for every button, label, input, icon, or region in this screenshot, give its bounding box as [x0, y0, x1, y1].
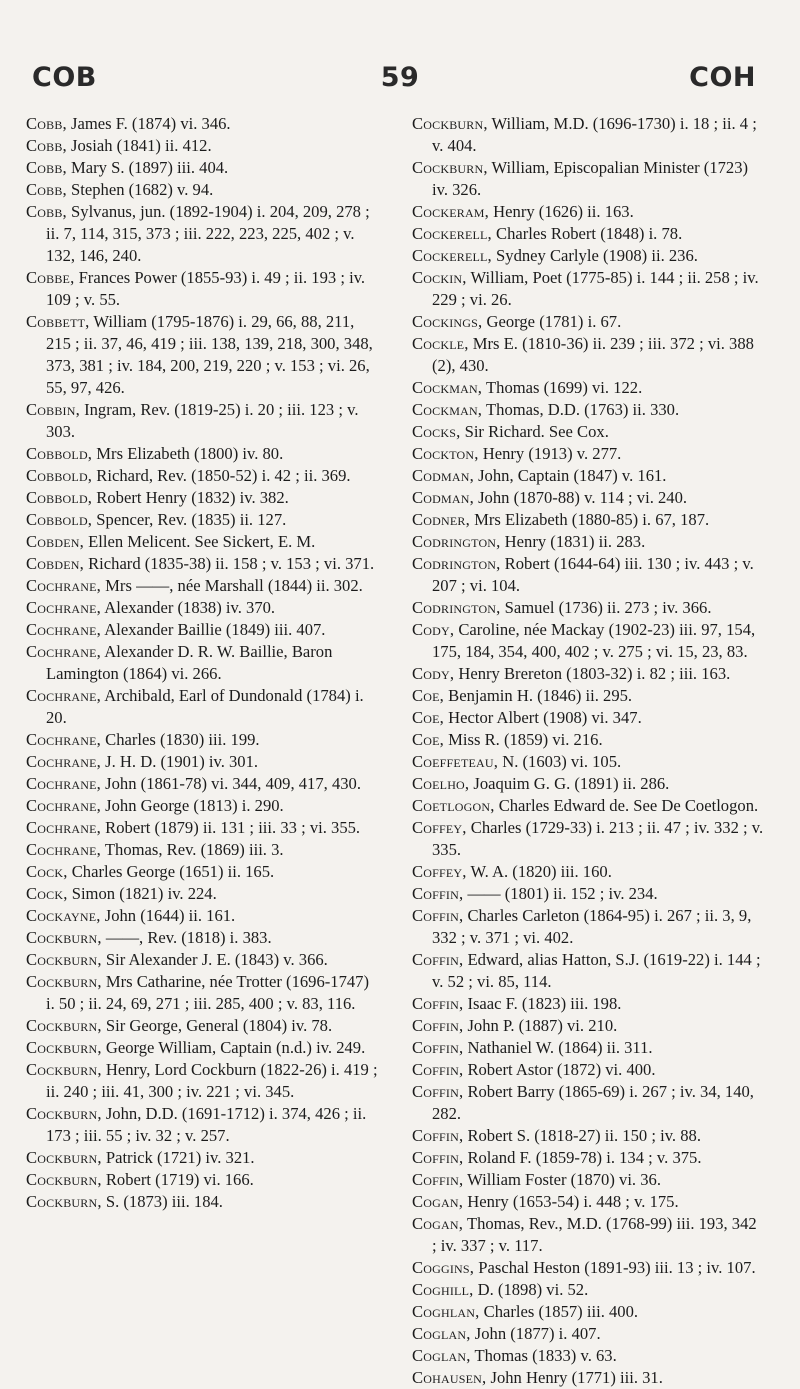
entry-surname: Cockman, [412, 400, 483, 419]
index-entry [412, 465, 764, 487]
entry-details: John P. (1887) vi. 210. [463, 1016, 618, 1035]
index-entry [26, 1015, 378, 1037]
entry-surname: Coffin, [412, 950, 464, 969]
entry-details: Charles Edward de. See De Coetlogon. [494, 796, 759, 815]
index-entry [412, 1279, 764, 1301]
entry-surname: Cobden, [26, 554, 84, 573]
entry-details: Richard (1835-38) ii. 158 ; v. 153 ; vi. 371. [83, 554, 375, 573]
index-entry [26, 817, 378, 839]
index-entry [26, 399, 378, 443]
entry-details: Mrs Elizabeth (1880-85) i. 67, 187. [469, 510, 710, 529]
entry-surname: Cochrane, [26, 576, 102, 595]
index-entry [412, 949, 764, 993]
index-entry [412, 861, 764, 883]
entry-details: Alexander D. R. W. Baillie, Baron Lamington (1864) vi. 266. [46, 642, 333, 683]
entry-details: Charles Carleton (1864-95) i. 267 ; ii. 3, 9, 332 ; v. 371 ; vi. 402. [432, 906, 752, 947]
index-entry [412, 1367, 764, 1389]
entry-surname: Cobbold, [26, 488, 93, 507]
index-entry [412, 509, 764, 531]
entry-details: William (1795-1876) i. 29, 66, 88, 211, 215 ; ii. 37, 46, 419 ; iii. 138, 139, 218, 300, 348, 373, 381 ; iv. 184, 200, 219, 220 ; v. 153 ; vi. 26, 55, 97, 426. [46, 312, 373, 397]
index-entry [412, 113, 764, 157]
entry-details: George (1781) i. 67. [482, 312, 622, 331]
index-entry [412, 685, 764, 707]
entry-surname: Coglan, [412, 1324, 471, 1343]
entry-surname: Coffin, [412, 884, 464, 903]
entry-details: Benjamin H. (1846) ii. 295. [444, 686, 633, 705]
entry-details: Stephen (1682) v. 94. [66, 180, 214, 199]
entry-details: Roland F. (1859-78) i. 134 ; v. 375. [463, 1148, 702, 1167]
entry-surname: Cogan, [412, 1214, 464, 1233]
entry-surname: Coffin, [412, 1148, 464, 1167]
entry-surname: Cockton, [412, 444, 479, 463]
entry-surname: Coffin, [412, 1082, 464, 1101]
entry-surname: Cockburn, [26, 950, 102, 969]
entry-surname: Cobbett, [26, 312, 90, 331]
entry-details: Robert (1644-64) iii. 130 ; iv. 443 ; v. 207 ; vi. 104. [432, 554, 754, 595]
index-column-left [26, 113, 378, 1213]
entry-details: Archibald, Earl of Dundonald (1784) i. 20. [46, 686, 364, 727]
entry-details: Miss R. (1859) vi. 216. [444, 730, 603, 749]
index-entry [26, 1191, 378, 1213]
entry-details: Paschal Heston (1891-93) iii. 13 ; iv. 107. [474, 1258, 756, 1277]
entry-details: Henry, Lord Cockburn (1822-26) i. 419 ; ii. 240 ; iii. 41, 300 ; iv. 221 ; vi. 345. [46, 1060, 378, 1101]
entry-surname: Cochrane, [26, 686, 102, 705]
index-entry [412, 443, 764, 465]
index-entry [26, 531, 378, 553]
index-entry [26, 685, 378, 729]
index-entry [26, 949, 378, 971]
entry-details: Robert Astor (1872) vi. 400. [463, 1060, 656, 1079]
index-entry [26, 729, 378, 751]
entry-details: Caroline, née Mackay (1902-23) iii. 97, 154, 175, 184, 354, 400, 402 ; v. 275 ; vi. 15, 23, 83. [432, 620, 756, 661]
entry-surname: Cobb, [26, 158, 67, 177]
entry-details: Henry (1653-54) i. 448 ; v. 175. [463, 1192, 679, 1211]
entry-surname: Cockeram, [412, 202, 490, 221]
entry-surname: Coelho, [412, 774, 470, 793]
entry-surname: Cockburn, [26, 1104, 102, 1123]
index-entry [412, 905, 764, 949]
entry-details: James F. (1874) vi. 346. [66, 114, 231, 133]
index-entry [412, 1081, 764, 1125]
entry-surname: Cochrane, [26, 796, 102, 815]
index-entry [26, 883, 378, 905]
entry-surname: Cochrane, [26, 752, 102, 771]
index-entry [412, 1059, 764, 1081]
entry-surname: Codrington, [412, 598, 501, 617]
entry-surname: Coffin, [412, 1016, 464, 1035]
index-entry [26, 553, 378, 575]
entry-details: William, Poet (1775-85) i. 144 ; ii. 258 ; iv. 229 ; vi. 26. [432, 268, 759, 309]
entry-details: John (1870-88) v. 114 ; vi. 240. [473, 488, 688, 507]
index-entry [26, 795, 378, 817]
entry-details: Ingram, Rev. (1819-25) i. 20 ; iii. 123 ; v. 303. [46, 400, 359, 441]
index-entry [26, 113, 378, 135]
index-entry [26, 509, 378, 531]
entry-details: Henry Brereton (1803-32) i. 82 ; iii. 163. [454, 664, 731, 683]
index-entry [412, 993, 764, 1015]
entry-details: Joaquim G. G. (1891) ii. 286. [469, 774, 670, 793]
entry-surname: Codrington, [412, 554, 501, 573]
index-entry [26, 201, 378, 267]
entry-surname: Cobden, [26, 532, 84, 551]
entry-details: Ellen Melicent. See Sickert, E. M. [83, 532, 316, 551]
index-column-right [412, 113, 764, 1389]
index-entry [26, 157, 378, 179]
entry-surname: Cobbin, [26, 400, 80, 419]
entry-details: Hector Albert (1908) vi. 347. [444, 708, 642, 727]
entry-details: Sylvanus, jun. (1892-1904) i. 204, 209, 278 ; ii. 7, 114, 315, 373 ; iii. 222, 223, 225, 402 ; v. 132, 146, 240. [46, 202, 370, 265]
index-entry [26, 487, 378, 509]
entry-details: Thomas (1699) vi. 122. [482, 378, 643, 397]
entry-surname: Cockburn, [26, 928, 102, 947]
index-entry [412, 1125, 764, 1147]
entry-details: Simon (1821) iv. 224. [67, 884, 217, 903]
index-entry [26, 1147, 378, 1169]
index-entry [412, 487, 764, 509]
index-entry [412, 1147, 764, 1169]
entry-surname: Cockburn, [412, 114, 488, 133]
entry-details: —— (1801) ii. 152 ; iv. 234. [463, 884, 658, 903]
entry-surname: Cockerell, [412, 224, 492, 243]
index-entry [412, 1213, 764, 1257]
entry-surname: Cohausen, [412, 1368, 487, 1387]
index-entry [26, 443, 378, 465]
entry-details: John, D.D. (1691-1712) i. 374, 426 ; ii. 173 ; iii. 55 ; iv. 32 ; v. 257. [46, 1104, 367, 1145]
index-entry [412, 377, 764, 399]
entry-details: William Foster (1870) vi. 36. [463, 1170, 661, 1189]
entry-details: Mary S. (1897) iii. 404. [66, 158, 229, 177]
entry-details: Mrs E. (1810-36) ii. 239 ; iii. 372 ; vi. 388 (2), 430. [432, 334, 754, 375]
index-entry [26, 1103, 378, 1147]
index-entry [412, 531, 764, 553]
entry-surname: Cockburn, [26, 1060, 102, 1079]
entry-details: Spencer, Rev. (1835) ii. 127. [92, 510, 287, 529]
index-entry [412, 1169, 764, 1191]
index-entry [412, 883, 764, 905]
entry-surname: Coe, [412, 686, 445, 705]
entry-details: William, Episcopalian Minister (1723) iv. 326. [432, 158, 749, 199]
entry-surname: Cockburn, [26, 972, 102, 991]
entry-surname: Cock, [26, 862, 68, 881]
entry-details: John George (1813) i. 290. [101, 796, 284, 815]
entry-details: Thomas, Rev., M.D. (1768-99) iii. 193, 342 ; iv. 337 ; v. 117. [432, 1214, 757, 1255]
entry-details: Josiah (1841) ii. 412. [66, 136, 212, 155]
index-entry [412, 553, 764, 597]
entry-surname: Cockburn, [26, 1038, 102, 1057]
entry-surname: Cockburn, [26, 1170, 102, 1189]
entry-surname: Cody, [412, 620, 455, 639]
index-entry [26, 135, 378, 157]
entry-details: N. (1603) vi. 105. [498, 752, 622, 771]
entry-surname: Cochrane, [26, 774, 102, 793]
entry-details: Sir George, General (1804) iv. 78. [101, 1016, 333, 1035]
entry-surname: Coe, [412, 708, 445, 727]
index-entry [412, 663, 764, 685]
index-entry [26, 1037, 378, 1059]
entry-details: Edward, alias Hatton, S.J. (1619-22) i. 144 ; v. 52 ; vi. 85, 114. [432, 950, 761, 991]
entry-surname: Coghill, [412, 1280, 474, 1299]
entry-surname: Coetlogon, [412, 796, 495, 815]
index-entry [412, 1345, 764, 1367]
index-entry [26, 1059, 378, 1103]
entry-details: Alexander (1838) iv. 370. [101, 598, 276, 617]
index-entry [412, 421, 764, 443]
entry-surname: Coffin, [412, 1038, 464, 1057]
entry-details: Alexander Baillie (1849) iii. 407. [101, 620, 326, 639]
entry-surname: Coffin, [412, 1060, 464, 1079]
entry-details: Thomas (1833) v. 63. [470, 1346, 617, 1365]
entry-surname: Cochrane, [26, 730, 102, 749]
entry-details: George William, Captain (n.d.) iv. 249. [101, 1038, 366, 1057]
page-number: 59 [380, 62, 420, 93]
entry-details: J. H. D. (1901) iv. 301. [101, 752, 259, 771]
index-entry [412, 201, 764, 223]
entry-details: Henry (1831) ii. 283. [500, 532, 646, 551]
index-entry [26, 927, 378, 949]
entry-details: Charles George (1651) ii. 165. [67, 862, 275, 881]
index-entry [26, 971, 378, 1015]
running-head-right: COH [689, 62, 756, 93]
index-entry [412, 773, 764, 795]
entry-surname: Coeffeteau, [412, 752, 499, 771]
entry-surname: Cockayne, [26, 906, 101, 925]
index-entry [412, 751, 764, 773]
entry-details: Robert Barry (1865-69) i. 267 ; iv. 34, 140, 282. [432, 1082, 754, 1123]
index-entry [412, 267, 764, 311]
index-entry [412, 399, 764, 421]
index-entry [26, 905, 378, 927]
entry-surname: Coffey, [412, 862, 467, 881]
entry-details: D. (1898) vi. 52. [473, 1280, 589, 1299]
entry-details: Mrs Catharine, née Trotter (1696-1747) i. 50 ; ii. 24, 69, 271 ; iii. 285, 400 ; v. 83, 116. [46, 972, 370, 1013]
entry-details: Sir Alexander J. E. (1843) v. 366. [101, 950, 328, 969]
entry-surname: Cockerell, [412, 246, 492, 265]
entry-surname: Codman, [412, 466, 474, 485]
entry-surname: Cocks, [412, 422, 461, 441]
entry-details: Thomas, Rev. (1869) iii. 3. [101, 840, 284, 859]
entry-details: Henry (1913) v. 277. [478, 444, 622, 463]
entry-details: Sydney Carlyle (1908) ii. 236. [491, 246, 698, 265]
entry-surname: Cochrane, [26, 642, 102, 661]
entry-details: Nathaniel W. (1864) ii. 311. [463, 1038, 653, 1057]
index-entry [26, 641, 378, 685]
entry-surname: Coffin, [412, 906, 464, 925]
index-entry [26, 751, 378, 773]
entry-surname: Coe, [412, 730, 445, 749]
entry-surname: Cockburn, [412, 158, 488, 177]
entry-surname: Cockburn, [26, 1192, 102, 1211]
entry-details: John, Captain (1847) v. 161. [473, 466, 667, 485]
entry-surname: Cobb, [26, 136, 67, 155]
entry-details: W. A. (1820) iii. 160. [466, 862, 612, 881]
entry-details: John (1644) ii. 161. [100, 906, 236, 925]
entry-surname: Cockburn, [26, 1148, 102, 1167]
entry-surname: Cockin, [412, 268, 467, 287]
index-entry [412, 817, 764, 861]
index-entry [26, 861, 378, 883]
index-entry [412, 245, 764, 267]
entry-details: Robert (1879) ii. 131 ; iii. 33 ; vi. 355. [101, 818, 361, 837]
entry-details: Charles (1729-33) i. 213 ; ii. 47 ; iv. 332 ; v. 335. [432, 818, 764, 859]
entry-surname: Cochrane, [26, 818, 102, 837]
index-entry [26, 773, 378, 795]
index-entry [412, 1037, 764, 1059]
index-entry [26, 619, 378, 641]
entry-surname: Cobb, [26, 180, 67, 199]
entry-details: ——, Rev. (1818) i. 383. [101, 928, 272, 947]
entry-details: Mrs ——, née Marshall (1844) ii. 302. [101, 576, 363, 595]
entry-details: Isaac F. (1823) iii. 198. [463, 994, 622, 1013]
entry-details: Patrick (1721) iv. 321. [101, 1148, 255, 1167]
entry-details: Samuel (1736) ii. 273 ; iv. 366. [500, 598, 712, 617]
index-entry [26, 311, 378, 399]
entry-details: Robert Henry (1832) iv. 382. [92, 488, 289, 507]
entry-surname: Cochrane, [26, 620, 102, 639]
entry-surname: Coffin, [412, 1126, 464, 1145]
running-head-left: COB [32, 62, 97, 93]
index-entry [26, 1169, 378, 1191]
entry-surname: Cochrane, [26, 598, 102, 617]
entry-details: Robert S. (1818-27) ii. 150 ; iv. 88. [463, 1126, 701, 1145]
index-entry [412, 729, 764, 751]
entry-details: Charles (1857) iii. 400. [479, 1302, 639, 1321]
index-entry [412, 1257, 764, 1279]
entry-surname: Codrington, [412, 532, 501, 551]
entry-surname: Cockman, [412, 378, 483, 397]
entry-surname: Coffin, [412, 994, 464, 1013]
entry-surname: Codman, [412, 488, 474, 507]
index-entry [412, 1323, 764, 1345]
index-entry [26, 839, 378, 861]
entry-surname: Cobb, [26, 202, 67, 221]
entry-surname: Cockburn, [26, 1016, 102, 1035]
entry-surname: Cobbold, [26, 466, 93, 485]
entry-surname: Coghlan, [412, 1302, 480, 1321]
entry-details: Thomas, D.D. (1763) ii. 330. [482, 400, 680, 419]
index-entry [26, 179, 378, 201]
entry-surname: Coffin, [412, 1170, 464, 1189]
entry-details: Richard, Rev. (1850-52) i. 42 ; ii. 369. [92, 466, 351, 485]
entry-surname: Coffey, [412, 818, 467, 837]
index-entry [26, 575, 378, 597]
entry-details: John (1877) i. 407. [470, 1324, 601, 1343]
index-entry [412, 597, 764, 619]
index-entry [412, 311, 764, 333]
entry-surname: Cock, [26, 884, 68, 903]
entry-details: Frances Power (1855-93) i. 49 ; ii. 193 ; iv. 109 ; v. 55. [46, 268, 366, 309]
index-entry [26, 465, 378, 487]
entry-details: Sir Richard. See Cox. [460, 422, 609, 441]
entry-surname: Coggins, [412, 1258, 475, 1277]
index-entry [26, 597, 378, 619]
entry-surname: Cochrane, [26, 840, 102, 859]
entry-details: John (1861-78) vi. 344, 409, 417, 430. [101, 774, 361, 793]
index-entry [412, 619, 764, 663]
entry-details: Mrs Elizabeth (1800) iv. 80. [92, 444, 284, 463]
entry-surname: Cogan, [412, 1192, 464, 1211]
entry-surname: Codner, [412, 510, 470, 529]
entry-details: Charles Robert (1848) i. 78. [491, 224, 683, 243]
index-entry [412, 157, 764, 201]
entry-details: S. (1873) iii. 184. [101, 1192, 223, 1211]
entry-surname: Cobbe, [26, 268, 75, 287]
index-entry [412, 223, 764, 245]
index-entry [412, 333, 764, 377]
index-entry [412, 1301, 764, 1323]
index-entry [412, 795, 764, 817]
index-entry [412, 1191, 764, 1213]
entry-surname: Cody, [412, 664, 455, 683]
entry-surname: Cobbold, [26, 444, 93, 463]
index-entry [412, 707, 764, 729]
entry-details: Charles (1830) iii. 199. [101, 730, 260, 749]
entry-surname: Cockle, [412, 334, 469, 353]
entry-details: Henry (1626) ii. 163. [489, 202, 634, 221]
index-entry [26, 267, 378, 311]
entry-surname: Cockings, [412, 312, 483, 331]
entry-details: Robert (1719) vi. 166. [101, 1170, 254, 1189]
index-entry [412, 1015, 764, 1037]
entry-details: William, M.D. (1696-1730) i. 18 ; ii. 4 ; v. 404. [432, 114, 757, 155]
entry-surname: Cobb, [26, 114, 67, 133]
entry-surname: Cobbold, [26, 510, 93, 529]
entry-details: John Henry (1771) iii. 31. [486, 1368, 663, 1387]
entry-surname: Coglan, [412, 1346, 471, 1365]
